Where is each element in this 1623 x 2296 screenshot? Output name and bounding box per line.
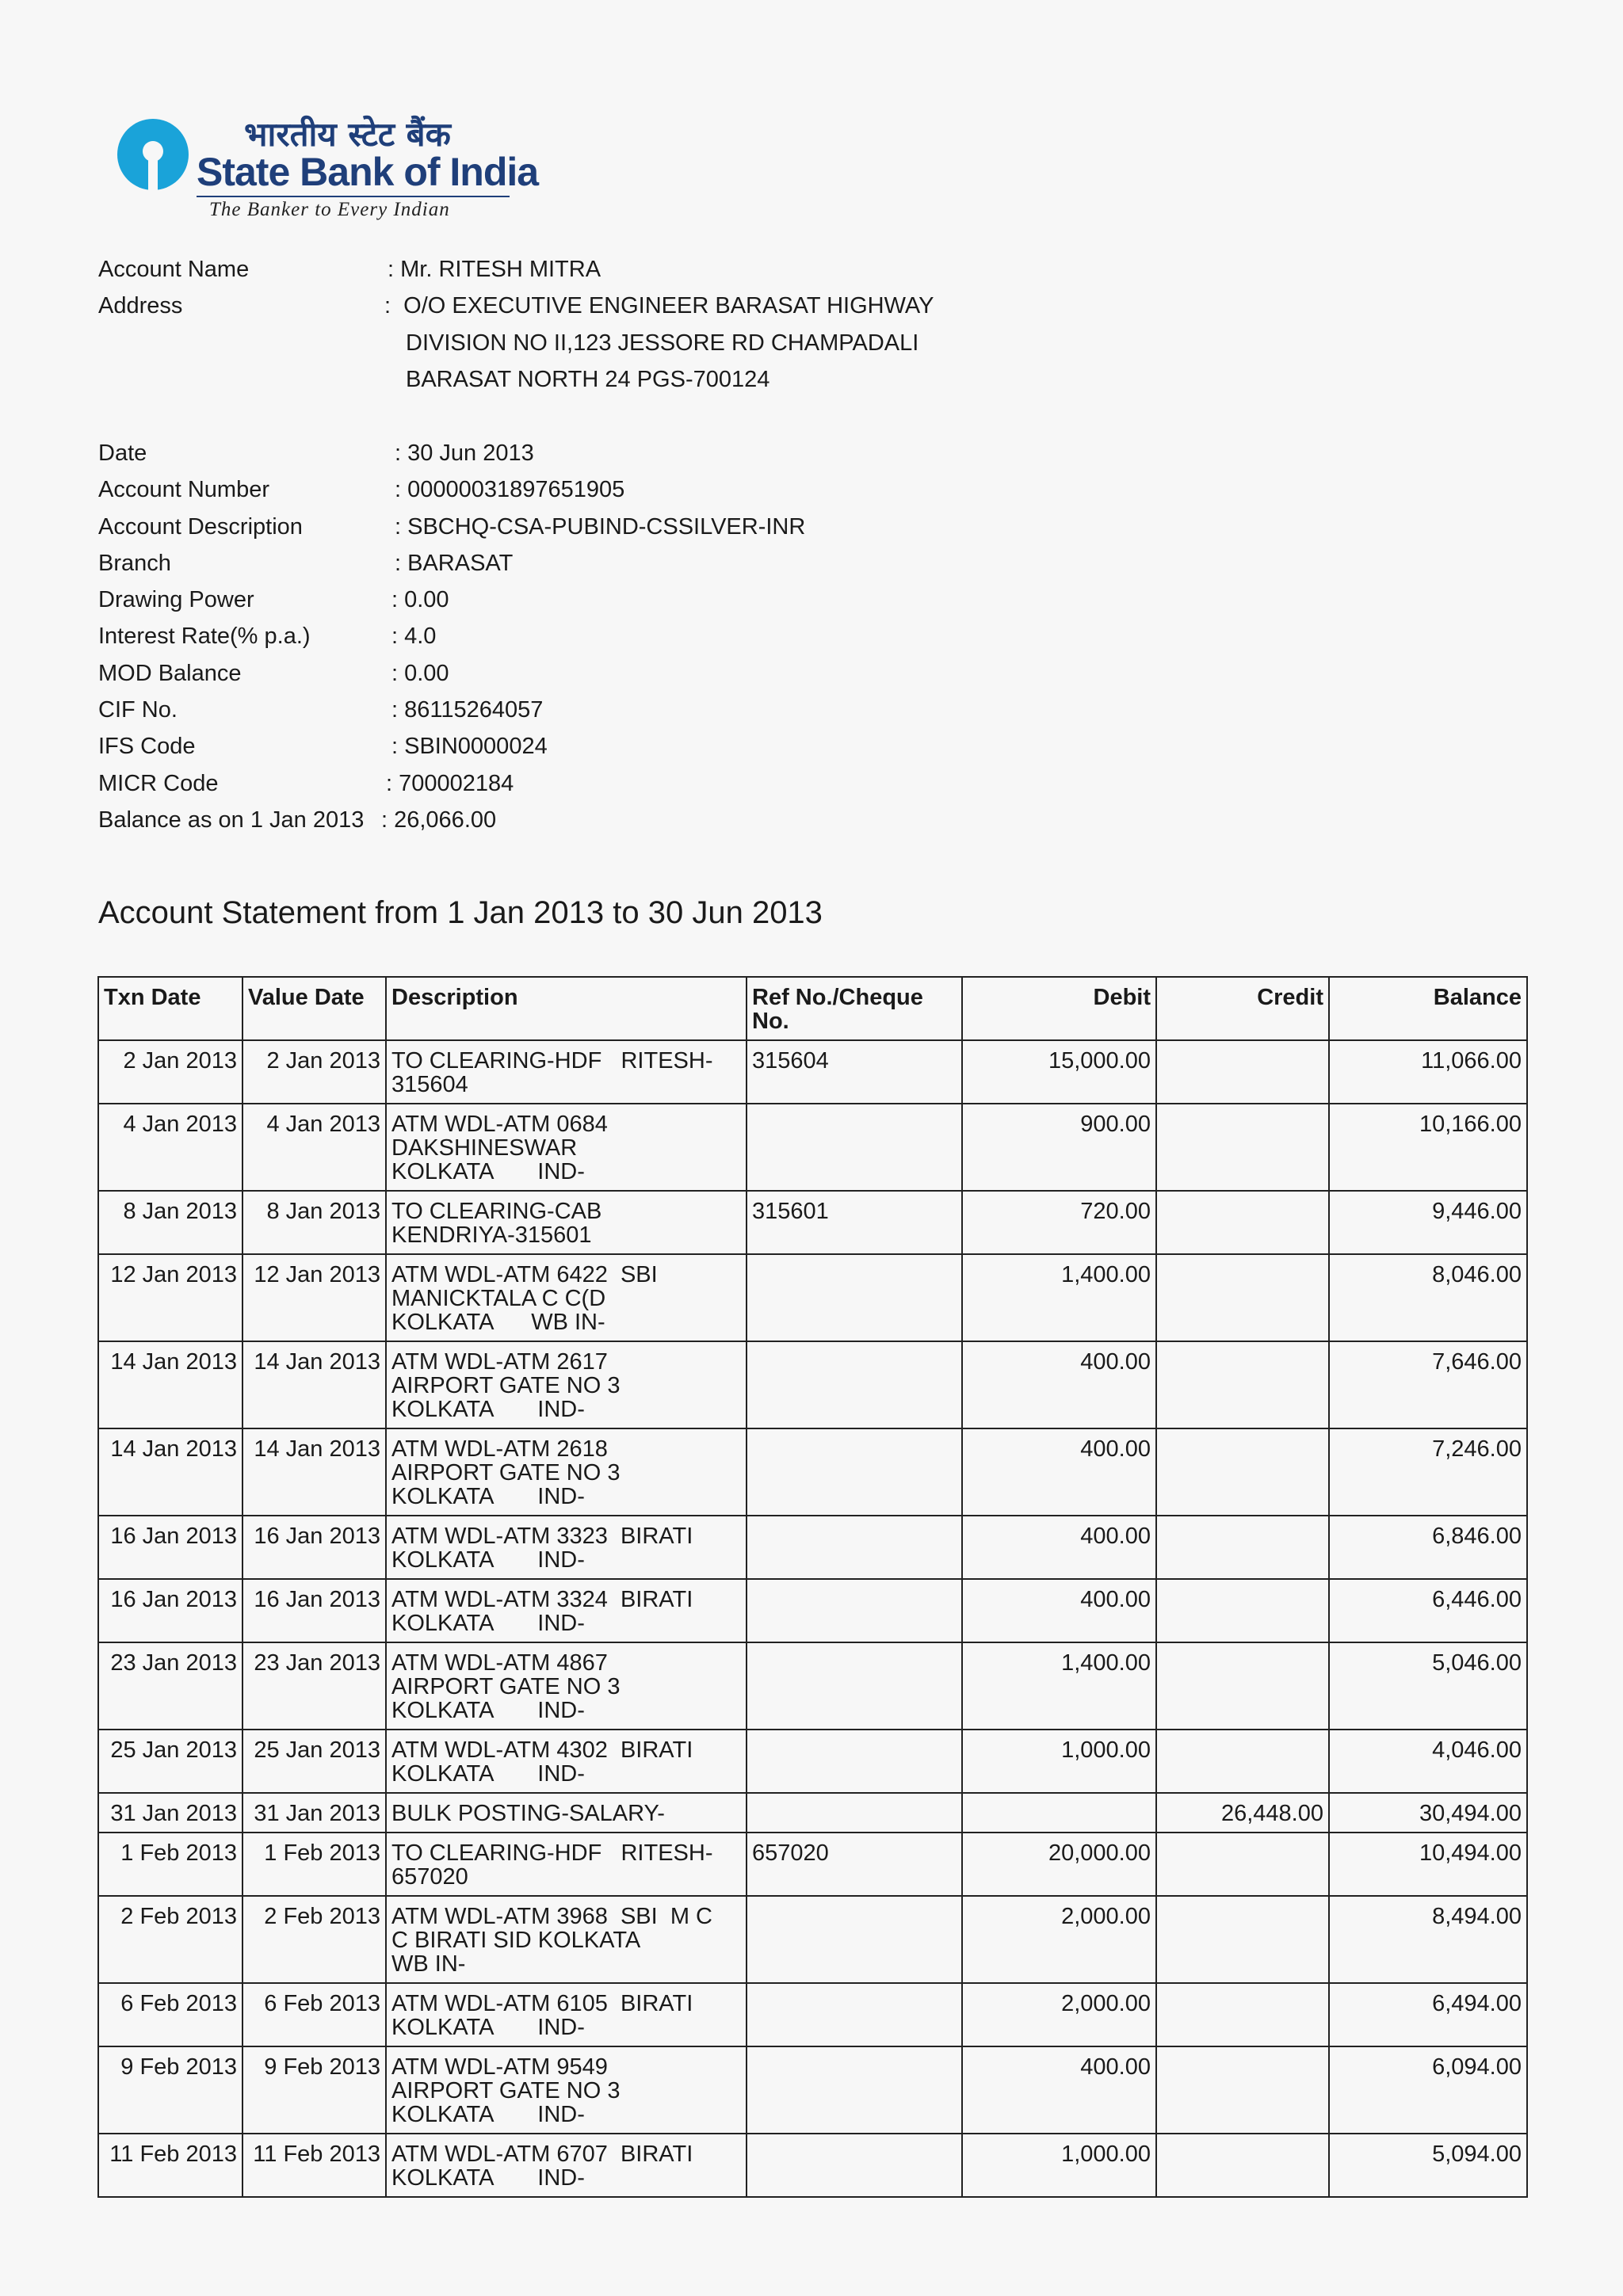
table-row [98,1428,1527,1516]
table-row [98,2046,1527,2134]
address-label: Address [98,293,183,319]
credit-cell [1156,1341,1329,1428]
txn-date-cell: 12 Jan 2013 [98,1254,242,1341]
account-field-value: : 86115264057 [391,697,544,723]
account-field-value: : BARASAT [395,550,514,576]
ref-no-cell: 315604 [747,1040,962,1104]
account-name-value: : Mr. RITESH MITRA [388,257,601,282]
table-row [98,1191,1527,1254]
value-date-cell: 1 Feb 2013 [242,1833,386,1896]
debit-cell: 1,400.00 [962,1642,1156,1730]
description-cell: ATM WDL-ATM 6105 BIRATI KOLKATA IND- [386,1983,747,2046]
address-line-2: DIVISION NO II,123 JESSORE RD CHAMPADALI [406,330,919,356]
account-field-label: MOD Balance [98,660,242,686]
description-cell: ATM WDL-ATM 4867 AIRPORT GATE NO 3 KOLKATA IND- [386,1642,747,1730]
value-date-cell: 4 Jan 2013 [242,1104,386,1191]
debit-cell: 1,000.00 [962,1730,1156,1793]
header-credit: Credit [1156,977,1329,1040]
txn-date-cell: 4 Jan 2013 [98,1104,242,1191]
table-row [98,1730,1527,1793]
balance-cell: 5,046.00 [1329,1642,1527,1730]
ref-no-cell [747,1341,962,1428]
account-name-label: Account Name [98,257,250,282]
table-header-row [98,977,1527,1040]
balance-cell: 5,094.00 [1329,2134,1527,2197]
debit-cell: 400.00 [962,1579,1156,1642]
balance-cell: 10,166.00 [1329,1104,1527,1191]
statement-title: Account Statement from 1 Jan 2013 to 30 Jun 2013 [98,895,823,930]
debit-cell: 20,000.00 [962,1833,1156,1896]
value-date-cell: 9 Feb 2013 [242,2046,386,2134]
account-field-value: : 4.0 [391,624,437,650]
balance-cell: 7,246.00 [1329,1428,1527,1516]
description-cell: BULK POSTING-SALARY- [386,1793,747,1833]
txn-date-cell: 6 Feb 2013 [98,1983,242,2046]
credit-cell [1156,2046,1329,2134]
value-date-cell: 16 Jan 2013 [242,1516,386,1579]
value-date-cell: 8 Jan 2013 [242,1191,386,1254]
credit-cell [1156,1428,1329,1516]
table-row [98,1341,1527,1428]
balance-cell: 6,094.00 [1329,2046,1527,2134]
value-date-cell: 2 Feb 2013 [242,1896,386,1983]
ref-no-cell [747,1730,962,1793]
account-field-label: CIF No. [98,697,178,723]
account-field-label: Balance as on 1 Jan 2013 [98,807,365,833]
account-field-value: : 00000031897651905 [395,477,625,503]
value-date-cell: 2 Jan 2013 [242,1040,386,1104]
table-row [98,1793,1527,1833]
debit-cell: 1,000.00 [962,2134,1156,2197]
value-date-cell: 23 Jan 2013 [242,1642,386,1730]
credit-cell [1156,1191,1329,1254]
description-cell: ATM WDL-ATM 0684 DAKSHINESWAR KOLKATA IND- [386,1104,747,1191]
account-field-label: Drawing Power [98,587,254,613]
credit-cell [1156,1104,1329,1191]
account-field-label: Account Description [98,513,303,540]
balance-cell: 10,494.00 [1329,1833,1527,1896]
table-row [98,1896,1527,1983]
ref-no-cell [747,1793,962,1833]
txn-date-cell: 11 Feb 2013 [98,2134,242,2197]
balance-cell: 4,046.00 [1329,1730,1527,1793]
debit-cell: 720.00 [962,1191,1156,1254]
credit-cell [1156,1983,1329,2046]
txn-date-cell: 14 Jan 2013 [98,1341,242,1428]
header-description: Description [386,977,747,1040]
value-date-cell: 11 Feb 2013 [242,2134,386,2197]
credit-cell [1156,1579,1329,1642]
header-ref-no: Ref No./Cheque No. [747,977,962,1040]
ref-no-cell [747,2134,962,2197]
account-field-value: : SBCHQ-CSA-PUBIND-CSSILVER-INR [395,513,806,540]
balance-cell: 6,494.00 [1329,1983,1527,2046]
value-date-cell: 6 Feb 2013 [242,1983,386,2046]
balance-cell: 8,046.00 [1329,1254,1527,1341]
debit-cell: 400.00 [962,1516,1156,1579]
description-cell: ATM WDL-ATM 2618 AIRPORT GATE NO 3 KOLKATA IND- [386,1428,747,1516]
table-row [98,1983,1527,2046]
table-row [98,2134,1527,2197]
ref-no-cell [747,1428,962,1516]
balance-cell: 11,066.00 [1329,1040,1527,1104]
ref-no-cell [747,1983,962,2046]
value-date-cell: 16 Jan 2013 [242,1579,386,1642]
account-field-value: : 30 Jun 2013 [395,441,534,466]
table-row [98,1254,1527,1341]
account-field-label: MICR Code [98,770,219,796]
table-row [98,1833,1527,1896]
txn-date-cell: 25 Jan 2013 [98,1730,242,1793]
credit-cell [1156,1833,1329,1896]
value-date-cell: 12 Jan 2013 [242,1254,386,1341]
debit-cell: 2,000.00 [962,1896,1156,1983]
txn-date-cell: 9 Feb 2013 [98,2046,242,2134]
ref-no-cell [747,1516,962,1579]
header-balance: Balance [1329,977,1527,1040]
debit-cell: 400.00 [962,1341,1156,1428]
sbi-keyhole-icon [117,119,189,190]
description-cell: ATM WDL-ATM 2617 AIRPORT GATE NO 3 KOLKATA IND- [386,1341,747,1428]
header-debit: Debit [962,977,1156,1040]
account-field-label: Interest Rate(% p.a.) [98,624,311,650]
value-date-cell: 31 Jan 2013 [242,1793,386,1833]
debit-cell: 400.00 [962,1428,1156,1516]
debit-cell: 900.00 [962,1104,1156,1191]
bank-tagline: The Banker to Every Indian [209,199,450,220]
credit-cell [1156,2134,1329,2197]
account-field-label: Account Number [98,477,269,503]
table-row [98,1642,1527,1730]
credit-cell [1156,1896,1329,1983]
ref-no-cell: 657020 [747,1833,962,1896]
ref-no-cell [747,1579,962,1642]
debit-cell: 2,000.00 [962,1983,1156,2046]
account-field-value: : SBIN0000024 [391,734,548,760]
account-field-label: IFS Code [98,734,196,760]
balance-cell: 30,494.00 [1329,1793,1527,1833]
txn-date-cell: 1 Feb 2013 [98,1833,242,1896]
description-cell: TO CLEARING-HDF RITESH-657020 [386,1833,747,1896]
description-cell: TO CLEARING-CAB KENDRIYA-315601 [386,1191,747,1254]
value-date-cell: 25 Jan 2013 [242,1730,386,1793]
txn-date-cell: 16 Jan 2013 [98,1579,242,1642]
bank-name: State Bank of India [197,150,539,194]
ref-no-cell [747,1254,962,1341]
address-line-3: BARASAT NORTH 24 PGS-700124 [406,366,770,392]
credit-cell [1156,1040,1329,1104]
debit-cell: 15,000.00 [962,1040,1156,1104]
table-row [98,1516,1527,1579]
ref-no-cell [747,1104,962,1191]
txn-date-cell: 2 Feb 2013 [98,1896,242,1983]
credit-cell [1156,1642,1329,1730]
txn-date-cell: 8 Jan 2013 [98,1191,242,1254]
table-row [98,1579,1527,1642]
description-cell: ATM WDL-ATM 3324 BIRATI KOLKATA IND- [386,1579,747,1642]
debit-cell: 400.00 [962,2046,1156,2134]
txn-date-cell: 16 Jan 2013 [98,1516,242,1579]
bank-hindi-name: भारतीय स्टेट बैंक [244,115,451,154]
txn-date-cell: 14 Jan 2013 [98,1428,242,1516]
credit-cell [1156,1730,1329,1793]
transactions-table [97,976,1528,2198]
value-date-cell: 14 Jan 2013 [242,1341,386,1428]
ref-no-cell [747,1896,962,1983]
debit-cell: 1,400.00 [962,1254,1156,1341]
description-cell: ATM WDL-ATM 6422 SBI MANICKTALA C C(D KOLKATA WB IN- [386,1254,747,1341]
account-field-label: Branch [98,550,171,576]
account-field-value: : 26,066.00 [381,807,497,833]
header-value-date: Value Date [242,977,386,1040]
txn-date-cell: 2 Jan 2013 [98,1040,242,1104]
description-cell: ATM WDL-ATM 6707 BIRATI KOLKATA IND- [386,2134,747,2197]
credit-cell: 26,448.00 [1156,1793,1329,1833]
table-row [98,1040,1527,1104]
balance-cell: 8,494.00 [1329,1896,1527,1983]
debit-cell [962,1793,1156,1833]
description-cell: TO CLEARING-HDF RITESH-315604 [386,1040,747,1104]
balance-cell: 7,646.00 [1329,1341,1527,1428]
account-field-value: : 700002184 [386,770,514,796]
description-cell: ATM WDL-ATM 4302 BIRATI KOLKATA IND- [386,1730,747,1793]
description-cell: ATM WDL-ATM 3323 BIRATI KOLKATA IND- [386,1516,747,1579]
balance-cell: 6,846.00 [1329,1516,1527,1579]
account-field-value: : 0.00 [391,660,449,686]
balance-cell: 6,446.00 [1329,1579,1527,1642]
logo-divider [197,196,510,197]
bank-logo [117,111,539,222]
account-field-value: : 0.00 [391,587,449,613]
txn-date-cell: 23 Jan 2013 [98,1642,242,1730]
description-cell: ATM WDL-ATM 9549 AIRPORT GATE NO 3 KOLKATA IND- [386,2046,747,2134]
ref-no-cell: 315601 [747,1191,962,1254]
account-field-label: Date [98,441,147,466]
ref-no-cell [747,1642,962,1730]
address-line-1: : O/O EXECUTIVE ENGINEER BARASAT HIGHWAY [384,293,934,319]
credit-cell [1156,1254,1329,1341]
header-txn-date: Txn Date [98,977,242,1040]
ref-no-cell [747,2046,962,2134]
description-cell: ATM WDL-ATM 3968 SBI M C C BIRATI SID KOLKATA WB IN- [386,1896,747,1983]
table-row [98,1104,1527,1191]
credit-cell [1156,1516,1329,1579]
txn-date-cell: 31 Jan 2013 [98,1793,242,1833]
value-date-cell: 14 Jan 2013 [242,1428,386,1516]
balance-cell: 9,446.00 [1329,1191,1527,1254]
